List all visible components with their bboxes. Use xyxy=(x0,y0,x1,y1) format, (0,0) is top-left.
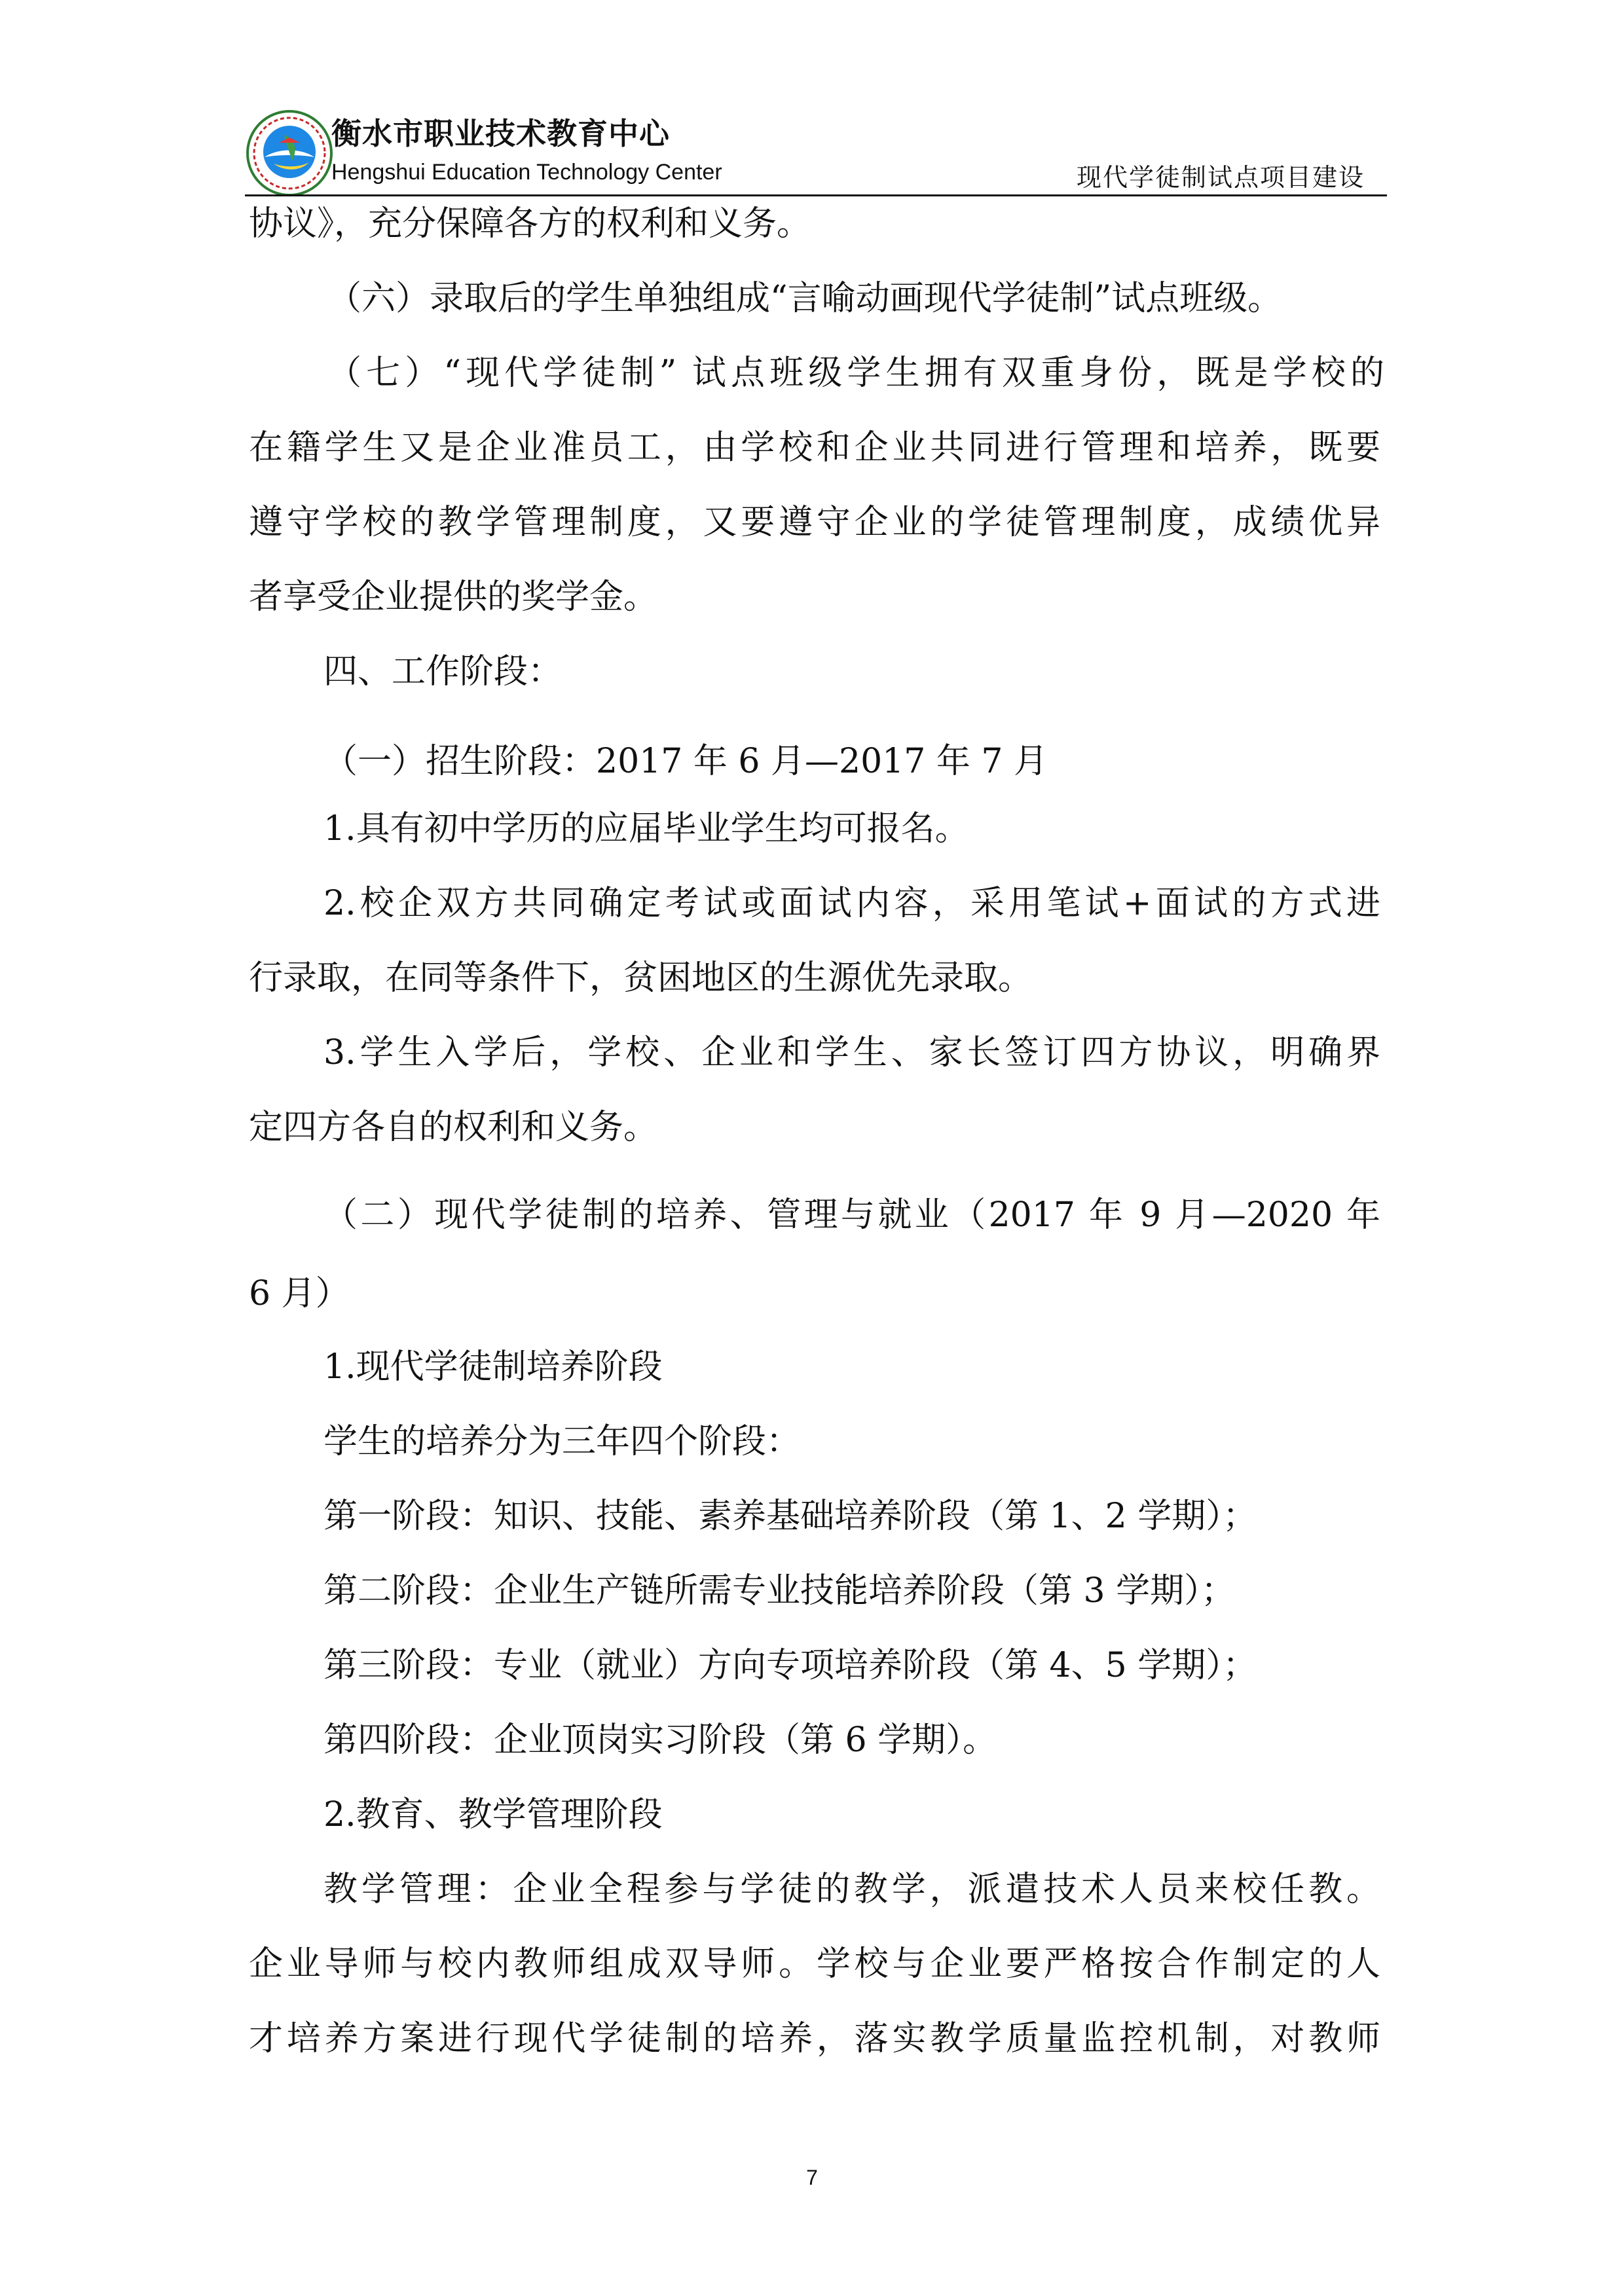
org-name-english: Hengshui Education Technology Center xyxy=(331,160,722,185)
body-line: （七）“现代学徒制” 试点班级学生拥有双重身份，既是学校的 xyxy=(327,354,1384,393)
body-line: 教学管理：企业全程参与学徒的教学，派遣技术人员来校任教。 xyxy=(323,1870,1380,1909)
list-item: 第二阶段：企业生产链所需专业技能培养阶段（第 3 学期）； xyxy=(323,1571,1236,1611)
section-heading: 四、工作阶段： xyxy=(323,652,563,691)
body-line: 协议》，充分保障各方的权利和义务。 xyxy=(249,204,811,244)
body-line: 2.校企双方共同确定考试或面试内容，采用笔试+面试的方式进 xyxy=(323,884,1380,923)
body-line: 定四方各自的权利和义务。 xyxy=(249,1108,658,1147)
list-item: 第一阶段：知识、技能、素养基础培养阶段（第 1、2 学期）； xyxy=(323,1497,1257,1536)
project-title: 现代学徒制试点项目建设 xyxy=(1076,163,1365,192)
body-line: 在籍学生又是企业准员工，由学校和企业共同进行管理和培养，既要 xyxy=(249,428,1380,467)
subsection-heading: （二）现代学徒制的培养、管理与就业（2017 年 9 月—2020 年 xyxy=(323,1195,1380,1235)
body-heading: 2.教育、教学管理阶段 xyxy=(323,1795,663,1834)
subsection-heading: 6 月） xyxy=(249,1274,350,1313)
subsection-heading: （一）招生阶段：2017 年 6 月—2017 年 7 月 xyxy=(323,742,1048,781)
org-name-chinese: 衡水市职业技术教育中心 xyxy=(331,116,670,151)
body-line: 企业导师与校内教师组成双导师。学校与企业要严格按合作制定的人 xyxy=(249,1944,1380,1984)
school-emblem-icon xyxy=(245,109,334,198)
header-divider xyxy=(245,194,1387,196)
body-line: 行录取，在同等条件下，贫困地区的生源优先录取。 xyxy=(249,958,1033,998)
list-item: 第四阶段：企业顶岗实习阶段（第 6 学期）。 xyxy=(323,1721,997,1760)
page-number: 7 xyxy=(806,2166,818,2189)
body-line: （六）录取后的学生单独组成“言喻动画现代学徒制”试点班级。 xyxy=(327,279,1282,318)
body-line: 学生的培养分为三年四个阶段： xyxy=(323,1422,801,1461)
body-line: 者享受企业提供的奖学金。 xyxy=(249,577,658,617)
body-heading: 1.现代学徒制培养阶段 xyxy=(323,1347,663,1387)
body-line: 遵守学校的教学管理制度，又要遵守企业的学徒管理制度，成绩优异 xyxy=(249,503,1380,542)
list-item: 第三阶段：专业（就业）方向专项培养阶段（第 4、5 学期）； xyxy=(323,1646,1257,1685)
body-line: 才培养方案进行现代学徒制的培养，落实教学质量监控机制，对教师 xyxy=(249,2019,1380,2058)
body-line: 1.具有初中学历的应届毕业学生均可报名。 xyxy=(323,809,969,848)
body-line: 3.学生入学后，学校、企业和学生、家长签订四方协议，明确界 xyxy=(323,1033,1380,1072)
